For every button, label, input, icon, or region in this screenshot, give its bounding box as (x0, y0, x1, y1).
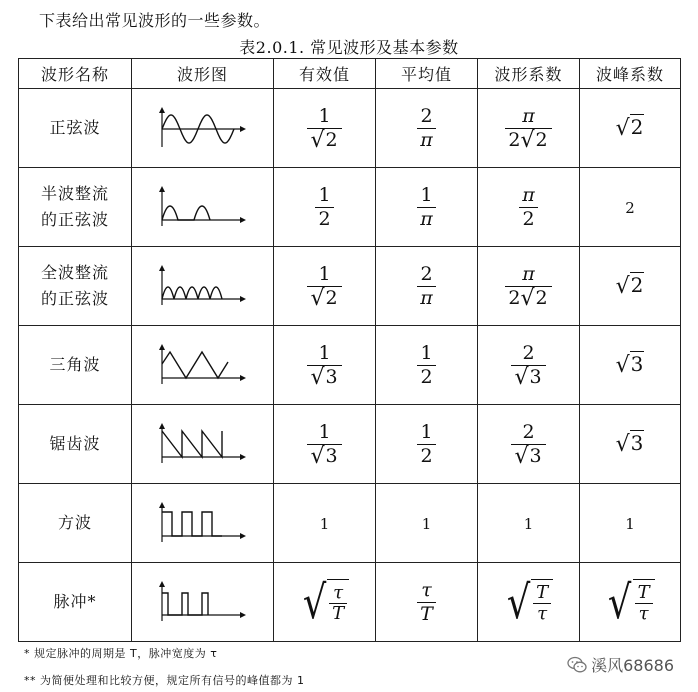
waveform-name-line1: 方波 (57, 513, 92, 532)
rms-value: $\frac{1}{√2}$ (307, 263, 341, 310)
watermark-text: 溪风68686 (591, 656, 674, 675)
table-caption: 表2.0.1. 常见波形及基本参数 (239, 38, 459, 57)
waveform-name (19, 168, 132, 247)
crest-factor-value: √3 (615, 352, 644, 378)
form-factor-value: $\frac{\pi}{2}$ (519, 184, 538, 231)
average-cell (376, 168, 478, 247)
table-row (19, 484, 681, 563)
average-value: $\frac{1}{\pi}$ (417, 184, 436, 231)
form-factor-cell (478, 484, 580, 563)
waveform-cell (132, 563, 274, 642)
average-value: $\frac{1}{2}$ (417, 342, 435, 389)
wechat-icon (567, 656, 587, 674)
waveform-cell (132, 247, 274, 326)
average-value: $\frac{2}{\pi}$ (417, 263, 436, 310)
crest-factor-cell (580, 168, 681, 247)
header-waveform: 波形图 (132, 59, 274, 89)
average-value: 1 (421, 514, 432, 533)
form-factor-value: 1 (523, 514, 534, 533)
waveform-name-line1: 全波整流 (40, 263, 109, 282)
waveform-name (19, 326, 132, 405)
form-factor-cell (478, 405, 580, 484)
rms-value: $\frac{1}{√2}$ (307, 105, 341, 152)
crest-factor-value: √2 (615, 115, 644, 141)
average-value: $\frac{\tau}{T}$ (417, 579, 436, 626)
form-factor-cell: √ $\frac{T}{\tau}$ (478, 563, 580, 642)
header-rms: 有效值 (274, 59, 376, 89)
waveform-name-line2: 的正弦波 (40, 289, 109, 308)
rms-cell (274, 405, 376, 484)
watermark (567, 653, 674, 676)
square-wave-icon (156, 500, 250, 546)
table-row (19, 326, 681, 405)
rms-value: $\frac{1}{2}$ (315, 184, 333, 231)
rms-value: $\frac{1}{√3}$ (307, 421, 341, 468)
average-cell (376, 247, 478, 326)
waveform-cell (132, 405, 274, 484)
waveform-name-line1: 脉冲* (53, 592, 97, 611)
form-factor-value: $\frac{T}{\tau}$ (533, 583, 551, 624)
table-row (19, 563, 681, 642)
table-row (19, 89, 681, 168)
rms-value: $\frac{1}{√3}$ (307, 342, 341, 389)
triangle-wave-icon (156, 342, 250, 388)
rms-cell (274, 326, 376, 405)
average-cell (376, 89, 478, 168)
header-average: 平均值 (376, 59, 478, 89)
header-crest-factor: 波峰系数 (580, 59, 681, 89)
form-factor-value: $\frac{\pi}{2√2}$ (505, 105, 551, 152)
average-cell (376, 484, 478, 563)
waveform-name-line1: 正弦波 (49, 118, 101, 137)
footnote-peak: ** 为简便处理和比较方便，规定所有信号的峰值都为 1 (24, 674, 305, 687)
header-row (19, 59, 681, 89)
waveform-name-line1: 三角波 (49, 355, 101, 374)
form-factor-value: $\frac{2}{√3}$ (511, 421, 545, 468)
crest-factor-value: √2 (615, 273, 644, 299)
header-form-factor: 波形系数 (478, 59, 580, 89)
waveform-cell (132, 326, 274, 405)
waveform-name-line1: 半波整流 (40, 184, 109, 203)
crest-factor-value: $\frac{T}{\tau}$ (635, 583, 653, 624)
average-value: $\frac{1}{2}$ (417, 421, 435, 468)
footnote-pulse: * 规定脉冲的周期是 T，脉冲宽度为 τ (24, 647, 218, 660)
crest-factor-value: 2 (625, 198, 635, 217)
crest-factor-value: 1 (625, 514, 635, 533)
waveform-name-line1: 锯齿波 (49, 434, 101, 453)
form-factor-cell (478, 326, 580, 405)
header-name: 波形名称 (19, 59, 132, 89)
waveform-name (19, 405, 132, 484)
crest-factor-value: √3 (615, 431, 644, 457)
rms-value: 1 (319, 514, 330, 533)
waveform-cell (132, 168, 274, 247)
waveform-name (19, 89, 132, 168)
average-cell (376, 326, 478, 405)
form-factor-value: $\frac{2}{√3}$ (511, 342, 545, 389)
form-factor-cell (478, 89, 580, 168)
form-factor-value: $\frac{\pi}{2√2}$ (505, 263, 551, 310)
sawtooth-wave-icon (156, 421, 250, 467)
rms-value: $\frac{\tau}{T}$ (329, 583, 347, 624)
average-cell (376, 563, 478, 642)
form-factor-cell (478, 168, 580, 247)
rms-cell: √ $\frac{\tau}{T}$ (274, 563, 376, 642)
waveform-cell (132, 484, 274, 563)
rms-cell (274, 484, 376, 563)
crest-factor-cell (580, 484, 681, 563)
rms-cell (274, 168, 376, 247)
form-factor-cell (478, 247, 580, 326)
waveform-name-line2: 的正弦波 (40, 210, 109, 229)
crest-factor-cell (580, 89, 681, 168)
waveform-name (19, 247, 132, 326)
waveform-name (19, 484, 132, 563)
pulse-wave-icon (156, 579, 250, 625)
rms-cell (274, 89, 376, 168)
full-wave-rectified-icon (156, 263, 250, 309)
sine-wave-icon (156, 105, 250, 151)
intro-text: 下表给出常见波形的一些参数。 (39, 11, 271, 30)
waveform-name (19, 563, 132, 642)
crest-factor-cell: √ $\frac{T}{\tau}$ (580, 563, 681, 642)
table-row (19, 247, 681, 326)
table-row (19, 168, 681, 247)
average-cell (376, 405, 478, 484)
crest-factor-cell (580, 326, 681, 405)
table-row (19, 405, 681, 484)
crest-factor-cell (580, 247, 681, 326)
waveform-cell (132, 89, 274, 168)
crest-factor-cell (580, 405, 681, 484)
rms-cell (274, 247, 376, 326)
average-value: $\frac{2}{\pi}$ (417, 105, 436, 152)
half-wave-rectified-icon (156, 184, 250, 230)
waveform-table (18, 58, 681, 642)
